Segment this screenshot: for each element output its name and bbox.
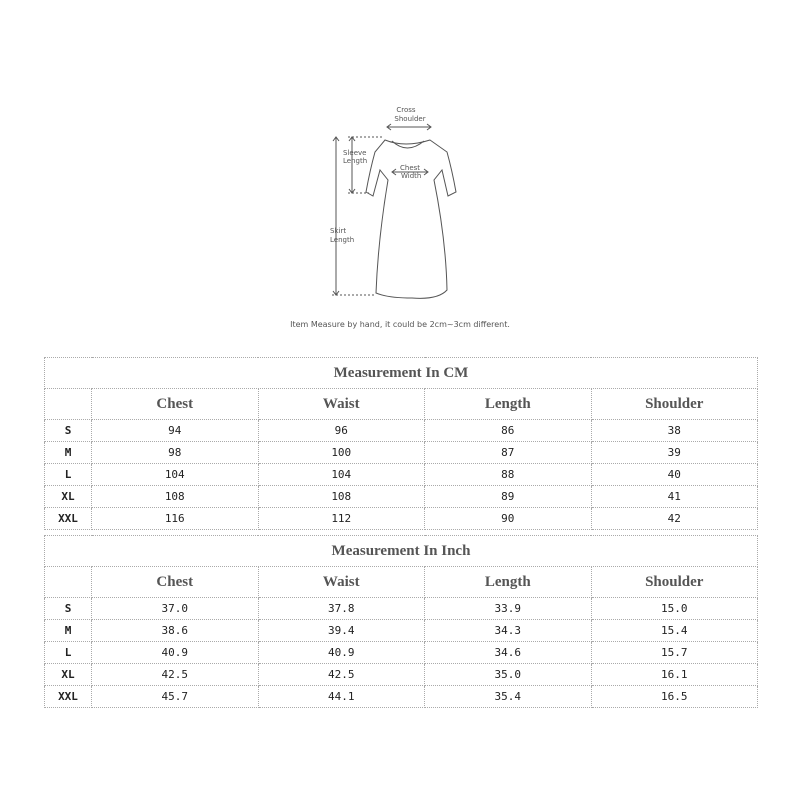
table-row bbox=[45, 464, 758, 486]
column-header: Shoulder bbox=[591, 389, 758, 420]
value-cell: 38.6 bbox=[92, 620, 259, 642]
size-cell: L bbox=[45, 642, 92, 664]
size-cell: XXL bbox=[45, 508, 92, 530]
value-cell: 15.0 bbox=[591, 598, 758, 620]
column-header: Chest bbox=[92, 389, 259, 420]
table-row bbox=[45, 508, 758, 530]
size-cell: M bbox=[45, 442, 92, 464]
chest-width-label-2: Width bbox=[401, 172, 422, 180]
table-title: Measurement In Inch bbox=[45, 536, 758, 567]
value-cell: 38 bbox=[591, 420, 758, 442]
size-cell: XL bbox=[45, 486, 92, 508]
skirt-length-label-1: Skirt bbox=[330, 227, 347, 235]
value-cell: 34.6 bbox=[425, 642, 592, 664]
table-row bbox=[45, 420, 758, 442]
column-header: Waist bbox=[258, 389, 425, 420]
value-cell: 15.4 bbox=[591, 620, 758, 642]
column-header: Length bbox=[425, 567, 592, 598]
value-cell: 39 bbox=[591, 442, 758, 464]
value-cell: 35.0 bbox=[425, 664, 592, 686]
sleeve-length-label-2: Length bbox=[343, 157, 368, 165]
value-cell: 98 bbox=[92, 442, 259, 464]
value-cell: 86 bbox=[425, 420, 592, 442]
value-cell: 87 bbox=[425, 442, 592, 464]
header-empty-cell bbox=[45, 389, 92, 420]
table-row bbox=[45, 598, 758, 620]
table-row bbox=[45, 686, 758, 708]
value-cell: 96 bbox=[258, 420, 425, 442]
value-cell: 39.4 bbox=[258, 620, 425, 642]
size-cell: S bbox=[45, 598, 92, 620]
size-cell: L bbox=[45, 464, 92, 486]
value-cell: 104 bbox=[92, 464, 259, 486]
value-cell: 45.7 bbox=[92, 686, 259, 708]
table-row bbox=[45, 486, 758, 508]
dress-diagram bbox=[320, 100, 480, 310]
measurement-note: Item Measure by hand, it could be 2cm~3cm different. bbox=[290, 320, 510, 329]
table-title: Measurement In CM bbox=[45, 358, 758, 389]
value-cell: 42 bbox=[591, 508, 758, 530]
value-cell: 89 bbox=[425, 486, 592, 508]
value-cell: 88 bbox=[425, 464, 592, 486]
header-empty-cell bbox=[45, 567, 92, 598]
cross-shoulder-label-2: Shoulder bbox=[394, 115, 426, 123]
size-cell: M bbox=[45, 620, 92, 642]
size-cell: S bbox=[45, 420, 92, 442]
value-cell: 41 bbox=[591, 486, 758, 508]
value-cell: 34.3 bbox=[425, 620, 592, 642]
value-cell: 37.8 bbox=[258, 598, 425, 620]
value-cell: 116 bbox=[92, 508, 259, 530]
table-header-row bbox=[45, 567, 758, 598]
column-header: Length bbox=[425, 389, 592, 420]
value-cell: 42.5 bbox=[92, 664, 259, 686]
value-cell: 16.5 bbox=[591, 686, 758, 708]
value-cell: 40.9 bbox=[92, 642, 259, 664]
table-row bbox=[45, 442, 758, 464]
value-cell: 44.1 bbox=[258, 686, 425, 708]
column-header: Shoulder bbox=[591, 567, 758, 598]
value-cell: 90 bbox=[425, 508, 592, 530]
value-cell: 100 bbox=[258, 442, 425, 464]
chest-width-label-1: Chest bbox=[400, 164, 421, 172]
value-cell: 16.1 bbox=[591, 664, 758, 686]
size-cell: XXL bbox=[45, 686, 92, 708]
table-row bbox=[45, 642, 758, 664]
table-header-row bbox=[45, 389, 758, 420]
value-cell: 42.5 bbox=[258, 664, 425, 686]
table-row bbox=[45, 620, 758, 642]
value-cell: 108 bbox=[92, 486, 259, 508]
value-cell: 94 bbox=[92, 420, 259, 442]
value-cell: 33.9 bbox=[425, 598, 592, 620]
value-cell: 40 bbox=[591, 464, 758, 486]
sleeve-length-label-1: Sleeve bbox=[343, 149, 367, 157]
value-cell: 104 bbox=[258, 464, 425, 486]
value-cell: 15.7 bbox=[591, 642, 758, 664]
value-cell: 37.0 bbox=[92, 598, 259, 620]
table-row bbox=[45, 664, 758, 686]
value-cell: 35.4 bbox=[425, 686, 592, 708]
value-cell: 108 bbox=[258, 486, 425, 508]
skirt-length-label-2: Length bbox=[330, 236, 355, 244]
neckline bbox=[392, 141, 424, 148]
size-table-inch bbox=[44, 535, 758, 708]
cross-shoulder-label-1: Cross bbox=[396, 106, 416, 114]
column-header: Waist bbox=[258, 567, 425, 598]
value-cell: 40.9 bbox=[258, 642, 425, 664]
size-cell: XL bbox=[45, 664, 92, 686]
value-cell: 112 bbox=[258, 508, 425, 530]
size-table-cm bbox=[44, 357, 758, 530]
column-header: Chest bbox=[92, 567, 259, 598]
